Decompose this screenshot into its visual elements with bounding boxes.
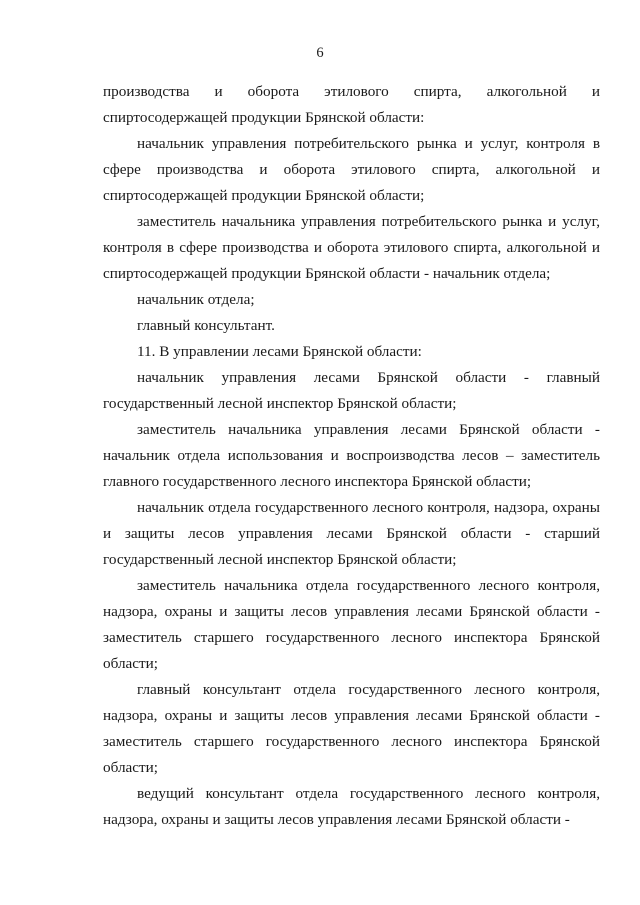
paragraph-position-head-consumer-market: начальник управления потребительского рынка и услуг, контроля в сфере производства и оборота этилового спирта, алкогольной и спиртосодержащей продукции Брянской области; [103, 135, 600, 204]
paragraph-position-deputy-head-forestry: заместитель начальника управления лесами Брянской области - начальник отдела использования и воспроизводства лесов – заместитель главного государственного лесного инспектора Брянской области; [103, 421, 600, 490]
document-body [103, 79, 600, 833]
paragraph-position-leading-consultant-forest-control: ведущий консультант отдела государственного лесного контроля, надзора, охраны и защиты лесов управления лесами Брянской области - [103, 785, 600, 828]
paragraph-position-chief-consultant: главный консультант. [137, 317, 275, 334]
paragraph-position-deputy-head-forest-control: заместитель начальника отдела государственного лесного контроля, надзора, охраны и защиты лесов управления лесами Брянской области - заместитель старшего государственного лесного инспектора Брянской области; [103, 577, 600, 672]
paragraph-position-deputy-head-consumer-market: заместитель начальника управления потребительского рынка и услуг, контроля в сфере производства и оборота этилового спирта, алкогольной и спиртосодержащей продукции Брянской области - начальник отдела; [103, 213, 600, 282]
page-number: 6 [316, 45, 324, 61]
paragraph-position-head-forest-control: начальник отдела государственного лесного контроля, надзора, охраны и защиты лесов управления лесами Брянской области - старший государственный лесной инспектор Брянской области; [103, 499, 600, 568]
paragraph-position-department-head: начальник отдела; [137, 291, 255, 308]
paragraph-position-chief-consultant-forest-control: главный консультант отдела государственного лесного контроля, надзора, охраны и защиты лесов управления лесами Брянской области - заместитель старшего государственного лесного инспектора Брянской области; [103, 681, 600, 776]
section-heading-forestry-department: 11. В управлении лесами Брянской области: [137, 343, 422, 360]
paragraph-position-head-forestry: начальник управления лесами Брянской области - главный государственный лесной инспектор Брянской области; [103, 369, 600, 412]
paragraph-continuation: производства и оборота этилового спирта, алкогольной и спиртосодержащей продукции Брянской области: [103, 83, 600, 126]
